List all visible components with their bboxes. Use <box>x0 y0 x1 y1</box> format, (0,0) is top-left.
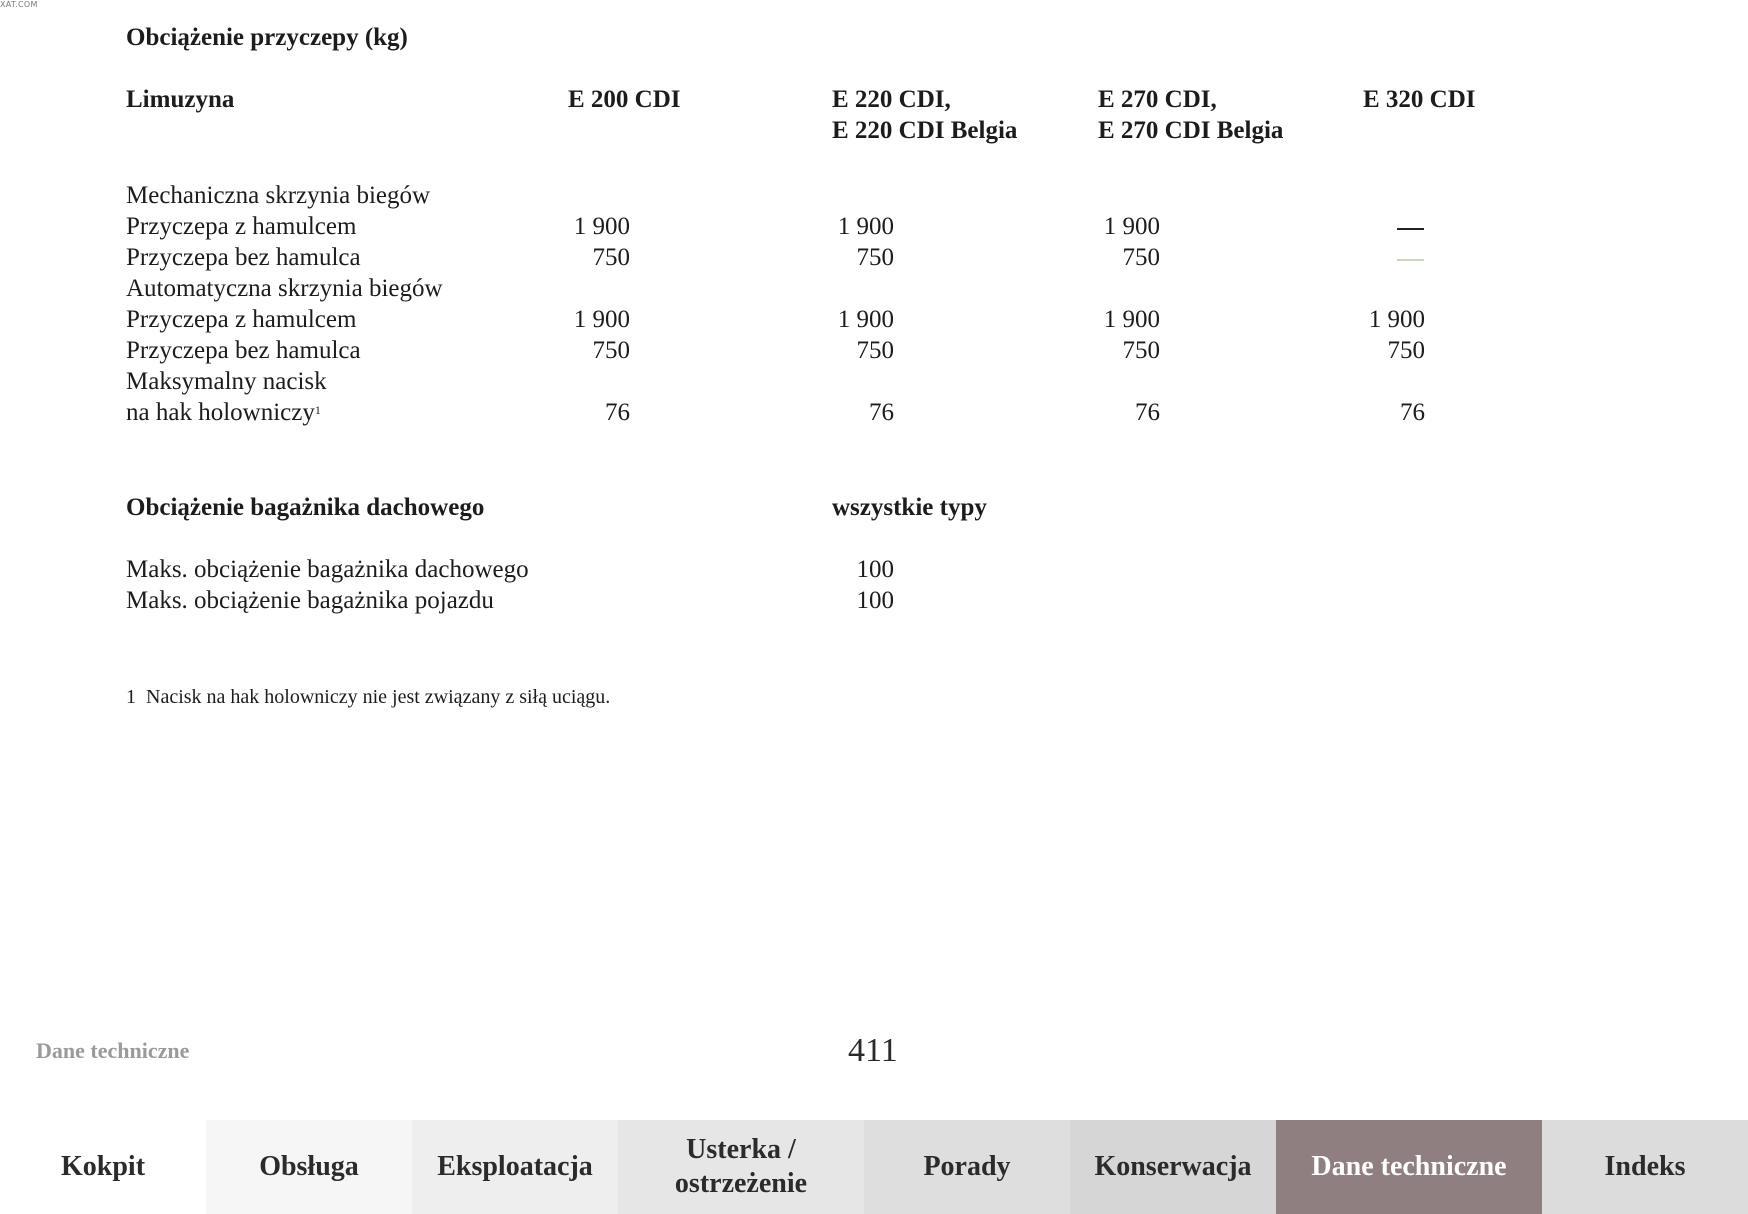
column-header-e320 <box>1363 84 1476 115</box>
tab-eksploatacja[interactable]: Eksploatacja <box>412 1120 618 1214</box>
tab-porady[interactable]: Porady <box>864 1120 1070 1214</box>
tab-obsluga[interactable]: Obsługa <box>206 1120 412 1214</box>
row-label-manual-gearbox: Mechaniczna skrzynia biegów <box>126 182 431 209</box>
tab-usterka-ostrzezenie[interactable]: Usterka / ostrzeżenie <box>618 1120 864 1214</box>
tab-dane-techniczne[interactable]: Dane techniczne <box>1276 1120 1542 1214</box>
row-label-roof-max: Maks. obciążenie bagażnika dachowego <box>126 556 529 583</box>
column-header-e270 <box>1098 84 1283 146</box>
roof-load-title: Obciążenie bagażnika dachowego <box>126 494 485 521</box>
dash-not-available <box>1397 228 1424 230</box>
value-cell: 76 <box>605 399 630 426</box>
value-cell: 1 900 <box>573 213 630 240</box>
column-header-line2: E 220 CDI Belgia <box>832 117 1018 144</box>
value-cell: 750 <box>1122 244 1160 271</box>
roof-load-column: wszystkie typy <box>832 494 987 521</box>
tab-konserwacja[interactable]: Konserwacja <box>1070 1120 1276 1214</box>
tab-indeks[interactable]: Indeks <box>1542 1120 1748 1214</box>
value-cell: 750 <box>592 244 630 271</box>
value-cell: 100 <box>856 556 894 583</box>
value-cell: 750 <box>856 244 894 271</box>
model-label: Limuzyna <box>126 86 235 113</box>
value-cell: 1 900 <box>1103 213 1160 240</box>
row-label-text: na hak holowniczy <box>126 399 315 426</box>
trailer-load-title: Obciążenie przyczepy (kg) <box>126 24 408 51</box>
column-header-line2: E 270 CDI Belgia <box>1098 117 1284 144</box>
footnote-number: 1 <box>126 686 136 708</box>
value-cell: 750 <box>1122 337 1160 364</box>
column-header-e200 <box>568 84 681 115</box>
value-cell: 750 <box>1387 337 1425 364</box>
footnote-text: Nacisk na hak holowniczy nie jest związany z siłą uciągu. <box>146 686 611 708</box>
watermark: XAT.COM <box>0 0 38 9</box>
row-label-max-load: Maksymalny nacisk <box>126 368 327 395</box>
row-label-braked-trailer: Przyczepa z hamulcem <box>126 306 357 333</box>
value-cell: 76 <box>1400 399 1425 426</box>
column-header-line1: E 320 CDI <box>1363 86 1476 113</box>
section-label: Dane techniczne <box>36 1038 190 1063</box>
dash-not-available <box>1397 259 1424 261</box>
value-cell: 1 900 <box>1368 306 1425 333</box>
column-header-line1: E 270 CDI, <box>1098 86 1217 113</box>
row-label-automatic-gearbox: Automatyczna skrzynia biegów <box>126 275 443 302</box>
row-label-vehicle-max: Maks. obciążenie bagażnika pojazdu <box>126 587 494 614</box>
value-cell: 750 <box>592 337 630 364</box>
value-cell: 1 900 <box>837 213 894 240</box>
column-header-e220 <box>832 84 1017 146</box>
chapter-navigation <box>0 1120 1748 1214</box>
value-cell: 76 <box>869 399 894 426</box>
row-label-unbraked-trailer: Przyczepa bez hamulca <box>126 244 361 271</box>
footnote-marker: 1 <box>314 403 321 417</box>
column-header-line1: E 220 CDI, <box>832 86 951 113</box>
value-cell: 1 900 <box>573 306 630 333</box>
value-cell: 76 <box>1135 399 1160 426</box>
column-header-line1: E 200 CDI <box>568 86 681 113</box>
row-label-unbraked-trailer: Przyczepa bez hamulca <box>126 337 361 364</box>
page-number: 411 <box>848 1032 898 1069</box>
value-cell: 1 900 <box>837 306 894 333</box>
row-label-braked-trailer: Przyczepa z hamulcem <box>126 213 357 240</box>
row-label-tow-hook <box>126 397 321 428</box>
value-cell: 100 <box>856 587 894 614</box>
value-cell: 750 <box>856 337 894 364</box>
footnote <box>126 686 610 709</box>
tab-kokpit[interactable]: Kokpit <box>0 1120 206 1214</box>
value-cell: 1 900 <box>1103 306 1160 333</box>
